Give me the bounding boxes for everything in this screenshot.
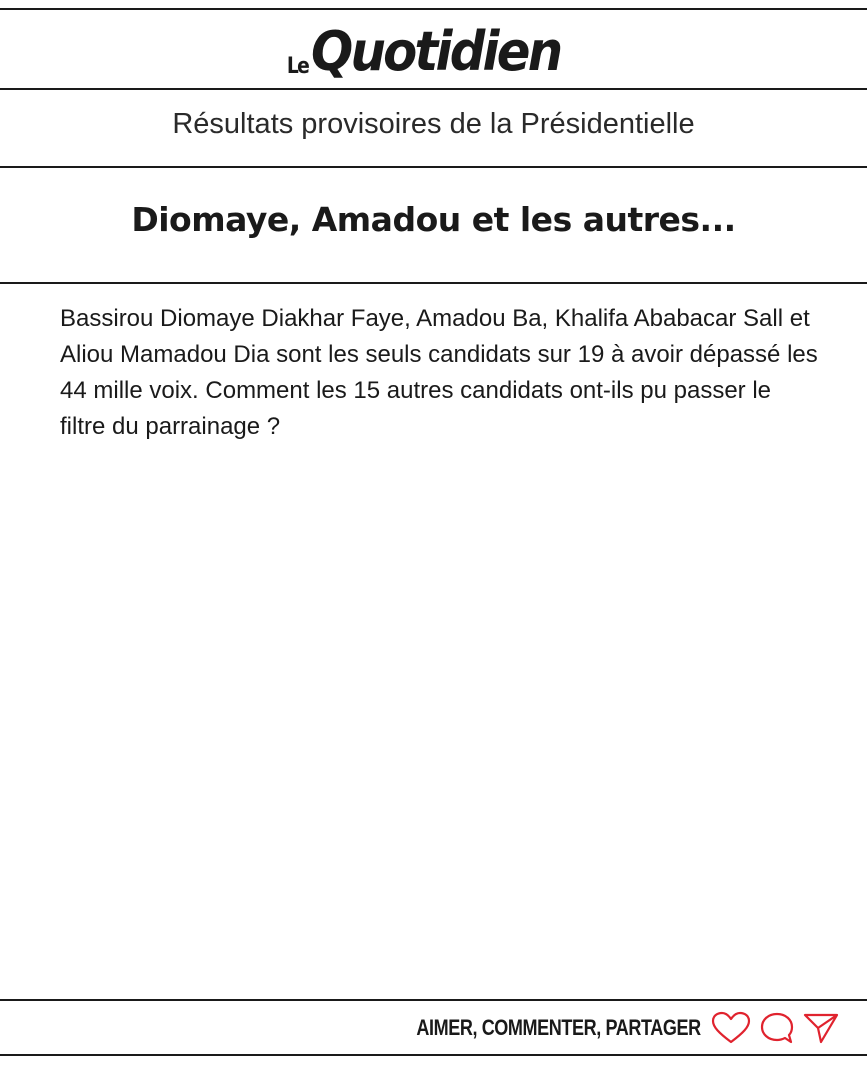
comment-bubble-icon[interactable] — [759, 1011, 795, 1045]
article-kicker: Résultats provisoires de la Présidentielle — [172, 108, 695, 140]
social-cta-label: AIMER, COMMENTER, PARTAGER — [416, 1015, 701, 1040]
headline-rule — [0, 282, 867, 284]
masthead-logo — [0, 22, 867, 82]
heart-icon[interactable] — [711, 1011, 751, 1045]
kicker-rule — [0, 166, 867, 168]
logo-main: Quotidien — [310, 20, 561, 83]
send-paper-plane-icon[interactable] — [803, 1011, 839, 1045]
bottom-rule — [0, 1054, 867, 1056]
masthead-rule — [0, 88, 867, 90]
top-rule — [0, 8, 867, 10]
article-headline: Diomaye, Amadou et les autres... — [131, 200, 736, 239]
social-footer — [0, 1002, 867, 1054]
logo-prefix: Le — [286, 54, 309, 79]
article-body: Bassirou Diomaye Diakhar Faye, Amadou Ba, Khalifa Ababacar Sall et Aliou Mamadou Dia sont les seuls candidats sur 19 à avoir dépassé les 44 mille voix. Comment les 15 autres candidats ont-ils pu passer le filtre du parrainage ? — [60, 305, 818, 440]
footer-top-rule — [0, 999, 867, 1001]
